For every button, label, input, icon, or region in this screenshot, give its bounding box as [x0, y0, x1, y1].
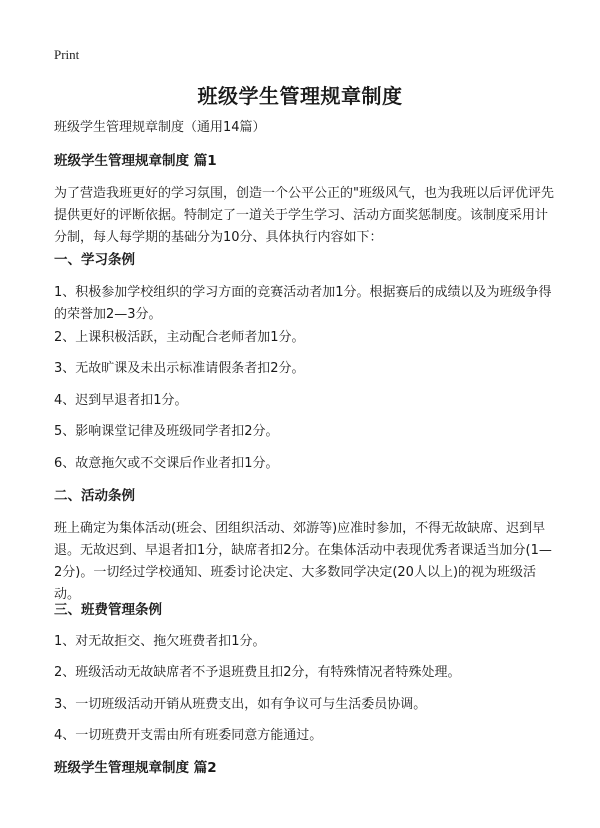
article-1-heading: 班级学生管理规章制度 篇1 [54, 153, 217, 169]
section-1-item-4: 4、迟到早退者扣1分。 [54, 393, 188, 408]
section-3-item-4: 4、一切班费开支需由所有班委同意方能通过。 [54, 728, 323, 743]
article-1-intro [54, 183, 554, 249]
section-3-item-3: 3、一切班级活动开销从班费支出，如有争议可与生活委员协调。 [54, 697, 427, 712]
section-1-item-5: 5、影响课堂记律及班级同学者扣2分。 [54, 424, 279, 439]
article-2-heading: 班级学生管理规章制度 篇2 [54, 760, 217, 776]
intro-paragraph: 为了营造我班更好的学习氛围，创造一个公平公正的"班级风气，也为我班以后评优评先提供更好的评断依据。特制定了一道关于学生学习、活动方面奖惩制度。该制度采用计分制，每人每学期的基础分为10分、具体执行内容如下： [54, 186, 554, 245]
print-link[interactable]: Print [54, 47, 80, 62]
section-1-item-2: 2、上课积极活跃，主动配合老师者加1分。 [54, 330, 305, 345]
document-subtitle: 班级学生管理规章制度（通用14篇） [54, 120, 266, 135]
activity-rules-text: 班上确定为集体活动(班会、团组织活动、郊游等)应准时参加，不得无故缺席、迟到早退。无故迟到、早退者扣1分，缺席者扣2分。在集体活动中表现优秀者课适当加分(1—2分)。一切经过学校通知、班委讨论决定、大多数同学决定(20人以上)的视为班级活动。 [54, 521, 552, 602]
section-1-item-1: 1、积极参加学校组织的学习方面的竞赛活动者加1分。根据赛后的成绩以及为班级争得的荣誉加2—3分。 [54, 285, 552, 322]
section-3-item-2: 2、班级活动无故缺席者不予退班费且扣2分，有特殊情况者特殊处理。 [54, 665, 461, 680]
section-3-item-1: 1、对无故拒交、拖欠班费者扣1分。 [54, 634, 266, 649]
section-2-paragraph [54, 518, 554, 606]
section-3-heading: 三、班费管理条例 [54, 602, 162, 618]
section-1-heading: 一、学习条例 [54, 252, 135, 268]
section-2-heading: 二、活动条例 [54, 488, 135, 504]
page-title: 班级学生管理规章制度 [197, 84, 403, 108]
section-1-item-6: 6、故意拖欠或不交课后作业者扣1分。 [54, 456, 279, 471]
section-1-item-3: 3、无故旷课及未出示标准请假条者扣2分。 [54, 361, 305, 376]
